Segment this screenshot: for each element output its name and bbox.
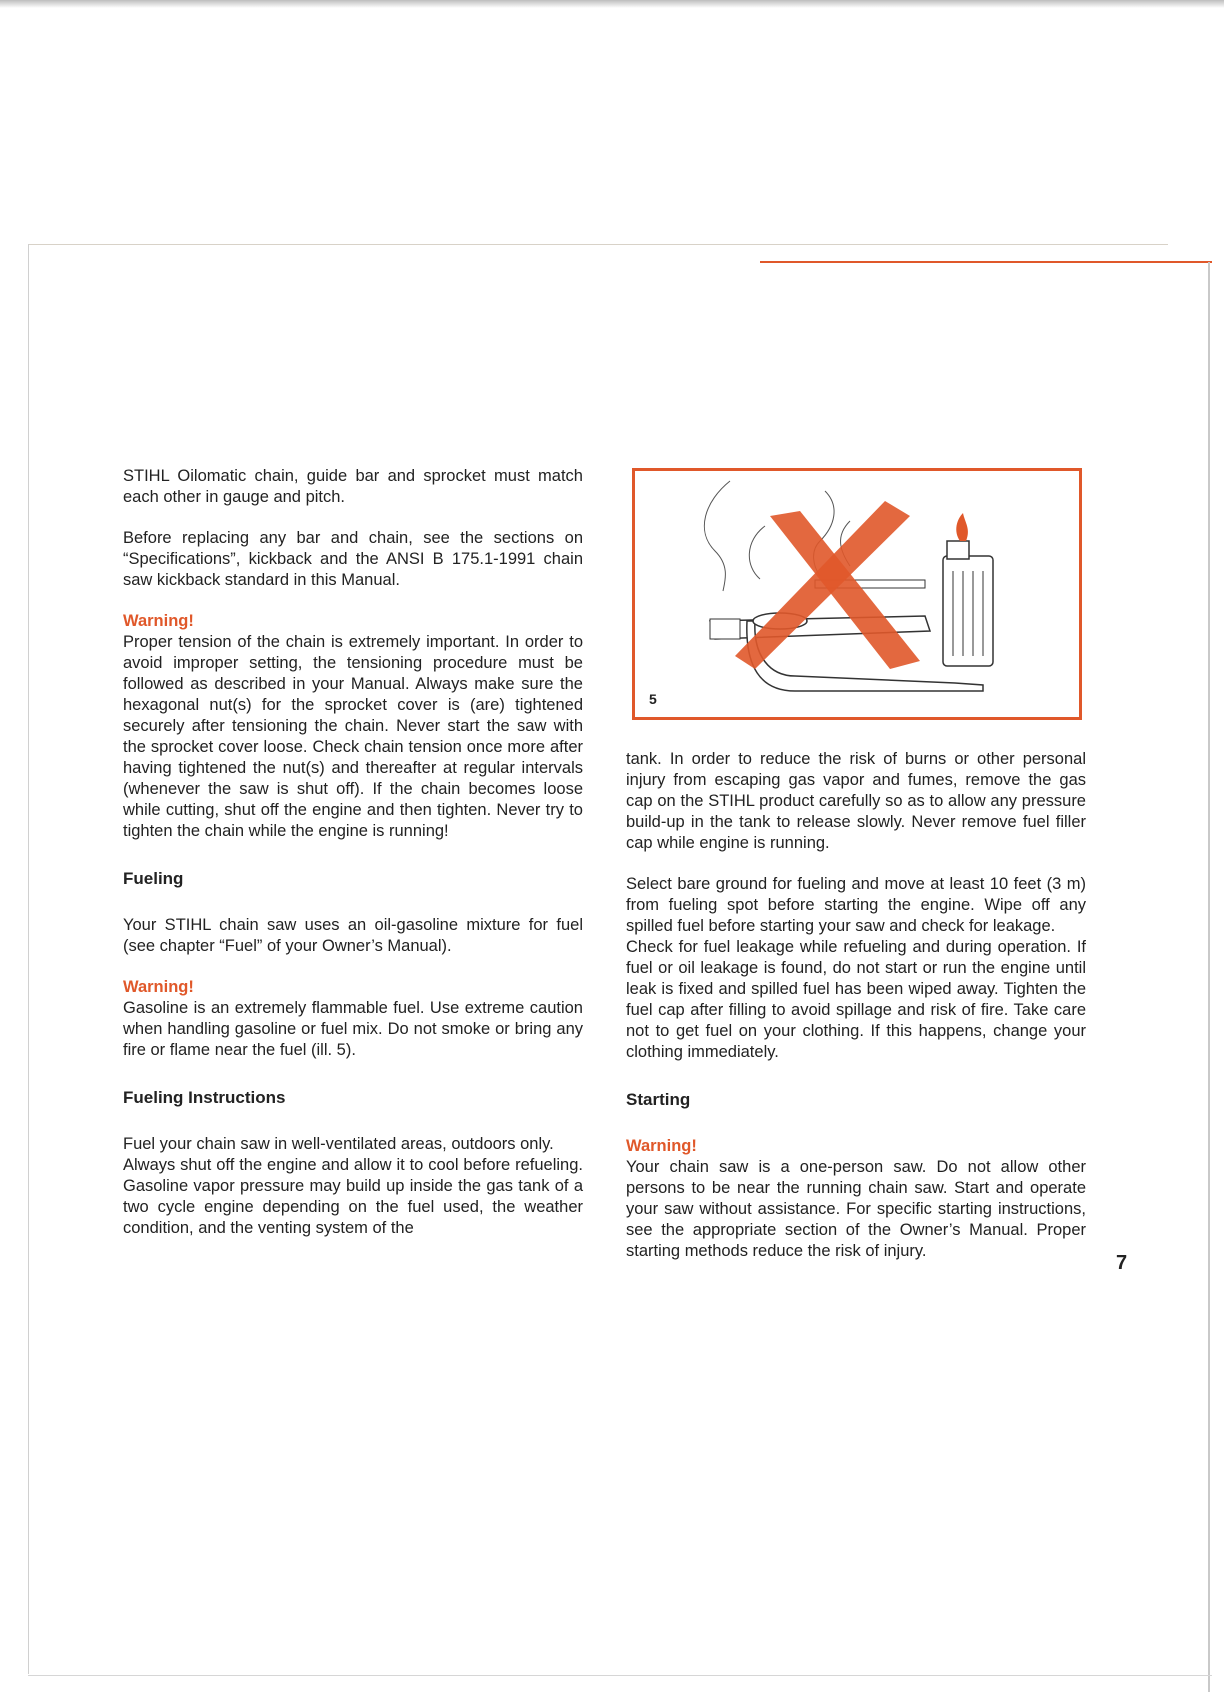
warning-text-tension: Proper tension of the chain is extremely important. In order to avoid improper setting, the tensioning procedure must be followed as described in your Manual. Always make sure the hexagonal nut(s) for the sprocket cover is (are) tightened securely after tensioning the chain. Never start the saw with the sprocket cover loose. Check chain tension once more after having tightened the nut(s) and thereafter at regular intervals (whenever the saw is shut off). If the chain becomes loose while cutting, shut off the engine and then tighten. Never try to tighten the chain while the engine is running! — [123, 633, 583, 840]
heading-fueling-instructions: Fueling Instructions — [123, 1088, 286, 1107]
paragraph-oilomatic: STIHL Oilomatic chain, guide bar and sprocket must match each other in gauge and pitch. — [123, 467, 583, 506]
orange-header-rule — [760, 261, 1212, 263]
smoke-wisp — [749, 526, 765, 579]
paragraph-leakage: Check for fuel leakage while refueling and during operation. If fuel or oil leakage is found, do not start or run the engine until leak is fixed and spilled fuel has been wiped away. Tighten the fuel cap after filling to avoid spillage and risk of fire. Take care not to get fuel on your clothing. If this happens, change your clothing immediately. — [626, 938, 1086, 1061]
warning-text-gasoline: Gasoline is an extremely flammable fuel. Use extreme caution when handling gasoline or fuel mix. Do not smoke or bring any fire or flame near the fuel (ill. 5). — [123, 999, 583, 1059]
lighter-body — [943, 556, 993, 666]
paragraph-tank-continued: tank. In order to reduce the risk of burns or other personal injury from escaping gas vapor and fumes, remove the gas cap on the STIHL product carefully so as to allow any pressure build-up in the tank to release slowly. Never remove fuel filler cap while engine is running. — [626, 750, 1086, 852]
illustration-no-smoking — [632, 468, 1082, 720]
sheet-left-edge — [28, 244, 29, 1674]
paragraph-ventilated: Fuel your chain saw in well-ventilated areas, outdoors only. — [123, 1135, 554, 1153]
flame-icon — [956, 513, 968, 541]
no-smoking-no-flame-illustration — [635, 471, 1079, 717]
paragraph-shut-off-engine: Always shut off the engine and allow it to cool before refueling. Gasoline vapor pressure may build up inside the gas tank of a two cycle engine depending on the fuel used, the weather condition, and the venting system of the — [123, 1156, 583, 1237]
cigar-band — [710, 619, 740, 639]
warning-text-one-person: Your chain saw is a one-person saw. Do not allow other persons to be near the running chain saw. Start and operate your saw without assistance. For specific starting instructions, see the appropriate section of the Owner’s Manual. Proper starting methods reduce the risk of injury. — [626, 1158, 1086, 1260]
warning-label-gasoline: Warning! — [123, 978, 194, 996]
right-column — [626, 749, 1086, 1262]
warning-label-tension: Warning! — [123, 612, 194, 630]
sheet-right-edge — [1208, 262, 1210, 1692]
cross-stroke — [770, 511, 920, 669]
left-column — [123, 466, 583, 1239]
smoke-wisp — [704, 481, 730, 591]
sheet-bottom-edge — [28, 1675, 1212, 1676]
paragraph-select-ground: Select bare ground for fueling and move at least 10 feet (3 m) from fueling spot before starting the engine. Wipe off any spilled fuel before starting your saw and check for leakage. — [626, 875, 1086, 935]
warning-label-one-person: Warning! — [626, 1137, 697, 1155]
paragraph-fueling: Your STIHL chain saw uses an oil-gasoline mixture for fuel (see chapter “Fuel” of your Owner’s Manual). — [123, 916, 583, 955]
lighter-top — [947, 541, 969, 559]
sheet-top-edge — [28, 244, 1168, 245]
paragraph-replacing: Before replacing any bar and chain, see the sections on “Specifications”, kickback and the ANSI B 175.1-1991 chain saw kickback standard in this Manual. — [123, 529, 583, 589]
heading-fueling: Fueling — [123, 869, 184, 888]
scan-top-edge — [0, 0, 1224, 8]
figure-number: 5 — [649, 691, 657, 707]
page-number: 7 — [1116, 1252, 1128, 1274]
heading-starting: Starting — [626, 1090, 691, 1109]
